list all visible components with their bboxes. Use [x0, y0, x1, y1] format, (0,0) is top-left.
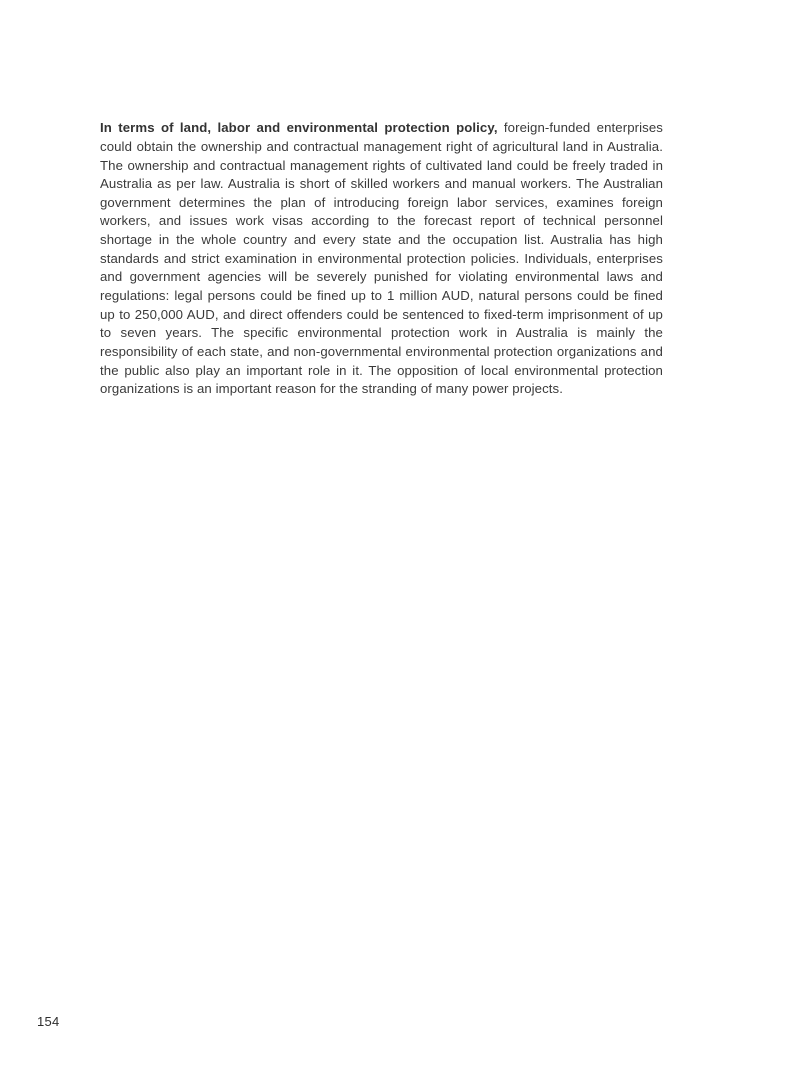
- paragraph-lead-bold: In terms of land, labor and environmental protection policy,: [100, 120, 498, 136]
- page-number: 154: [37, 1014, 60, 1029]
- main-paragraph: [100, 119, 663, 399]
- paragraph-body-text: foreign-funded enterprises could obtain the ownership and contractual management right of agricultural land in Australia. The ownership and contractual management rights of cultivated land could be freely traded in Australia as per law. Australia is short of skilled workers and manual workers. The Australian government determines the plan of introducing foreign labor services, examines foreign workers, and issues work visas according to the forecast report of technical personnel shortage in the whole country and every state and the occupation list. Australia has high standards and strict examination in environmental protection policies. Individuals, enterprises and government agencies will be severely punished for violating environmental laws and regulations: legal persons could be fined up to 1 million AUD, natural persons could be fined up to 250,000 AUD, and direct offenders could be sentenced to fixed-term imprisonment of up to seven years. The specific environmental protection work in Australia is mainly the responsibility of each state, and non-governmental environmental protection organizations and the public also play an important role in it. The opposition of local environmental protection organizations is an important reason for the stranding of many power projects.: [100, 120, 663, 397]
